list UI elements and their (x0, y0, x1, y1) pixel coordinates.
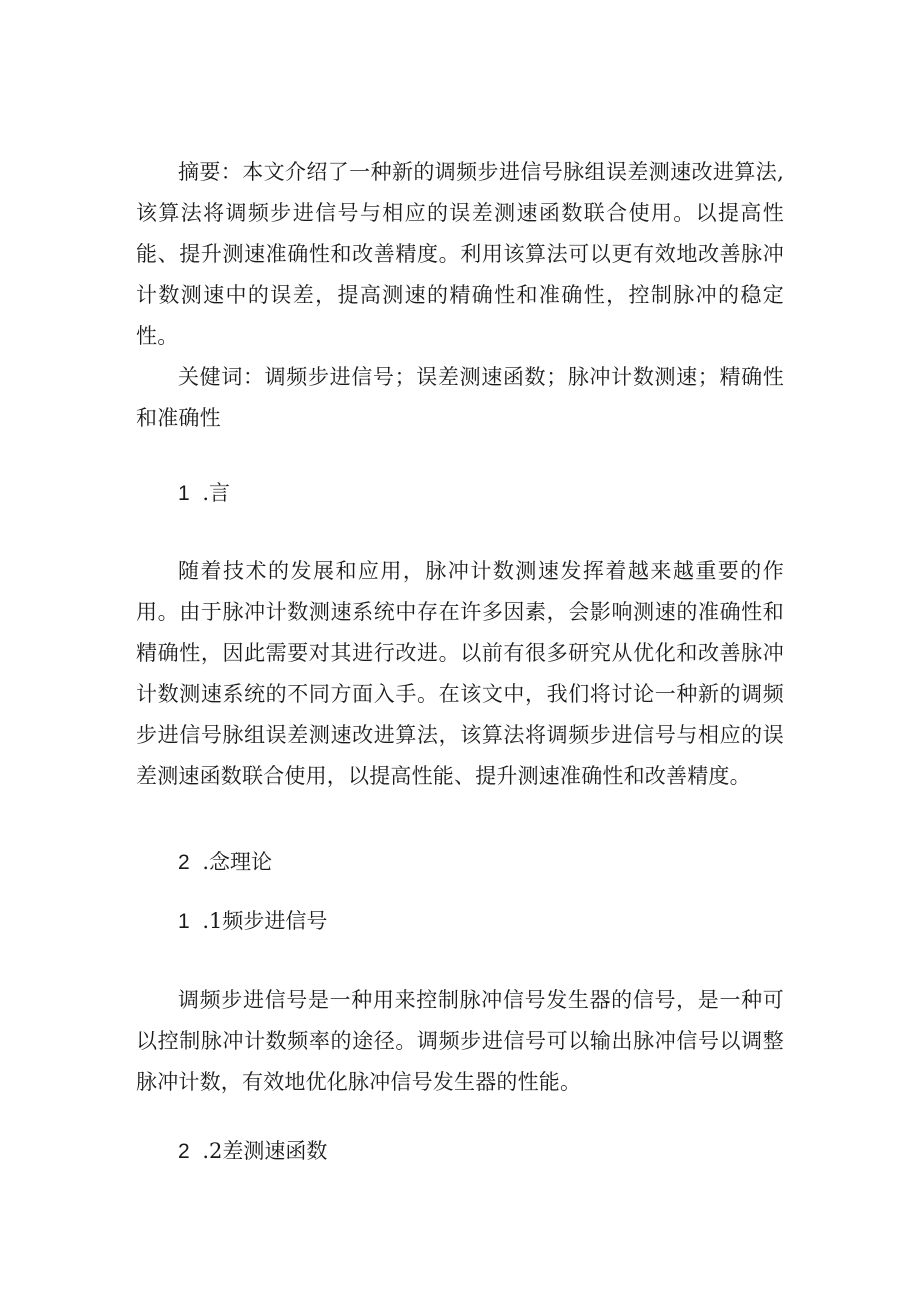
section-1-body: 随着技术的发展和应用，脉冲计数测速发挥着越来越重要的作用。由于脉冲计数测速系统中存在许多因素，会影响测速的准确性和精确性，因此需要对其进行改进。以前有很多研究从优化和改善脉冲计数测速系统的不同方面入手。在该文中，我们将讨论一种新的调频步进信号脉组误差测速改进算法，该算法将调频步进信号与相应的误差测速函数联合使用，以提高性能、提升测速准确性和改善精度。 (136, 559, 784, 788)
section-1-title: .言 (202, 481, 231, 505)
section-2-1-number: 1 (178, 910, 190, 933)
abstract-paragraph: 摘要：本文介绍了一种新的调频步进信号脉组误差测速改进算法,该算法将调频步进信号与相应的误差测速函数联合使用。以提高性能、提升测速准确性和改善精度。利用该算法可以更有效地改善脉冲计数测速中的误差，提高测速的精确性和准确性，控制脉冲的稳定性。 (136, 160, 784, 348)
section-2-2-number: 2 (178, 1140, 190, 1163)
section-2-2-heading (178, 1136, 327, 1167)
section-1-heading (178, 478, 230, 509)
section-2-2-title: .2差测速函数 (202, 1139, 328, 1163)
section-1-number: 1 (178, 482, 190, 505)
section-2-number: 2 (178, 851, 190, 874)
section-2-heading (178, 847, 272, 878)
keywords-paragraph: 关健词：调频步进信号；误差测速函数；脉冲计数测速；精确性和准确性 (136, 365, 784, 430)
section-2-title: .念理论 (202, 850, 273, 874)
section-2-1-heading (178, 906, 327, 937)
section-2-1-body: 调频步进信号是一种用来控制脉冲信号发生器的信号，是一种可以控制脉冲计数频率的途径。调频步进信号可以输出脉冲信号以调整脉冲计数，有效地优化脉冲信号发生器的性能。 (136, 988, 784, 1094)
section-2-1-title: .1频步进信号 (202, 909, 328, 933)
